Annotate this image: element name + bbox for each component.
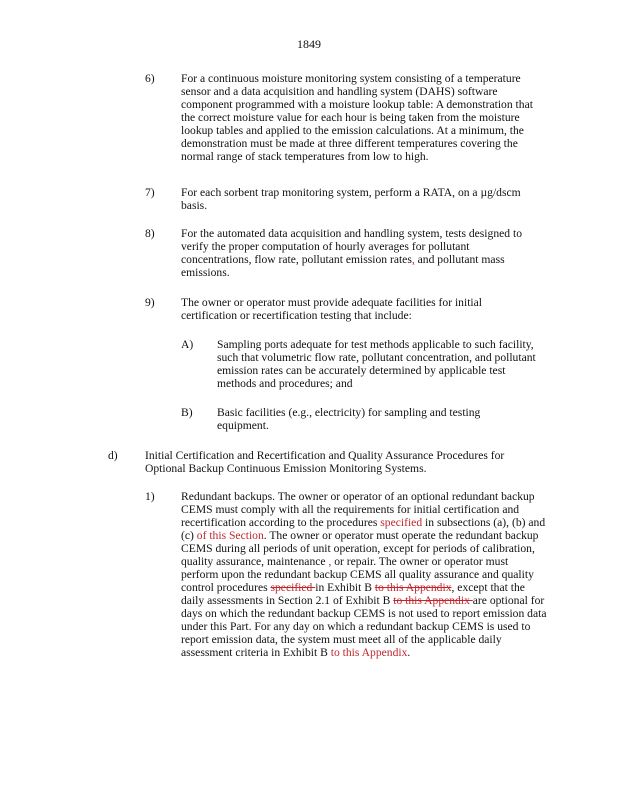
deleted-text: to this Appendix	[374, 581, 452, 594]
text-segment: .	[407, 646, 411, 659]
section-heading: Initial Certification and Recertification and Quality Assurance Procedures for Optional Backup Continuous Emission Monitoring Systems.	[145, 449, 505, 475]
item-label: 7)	[145, 186, 155, 199]
item-label: A)	[181, 338, 194, 351]
revision-mark: ,	[411, 253, 415, 266]
item-text	[181, 227, 541, 279]
text-segment: or repair. The owner or operator must perform upon the redundant backup CEMS all quality assurance and quality control procedures	[181, 555, 534, 594]
item-label: 1)	[145, 490, 155, 503]
deleted-text: to this Appendix	[393, 594, 473, 607]
text-segment: . The owner or operator must operate the redundant backup CEMS during all periods of unit operation, except for periods of calibration, quality assurance, maintenance	[181, 529, 539, 568]
text-segment: in subsections (a), (b) and (c)	[181, 516, 546, 542]
item-label: 8)	[145, 227, 155, 240]
item-text: Sampling ports adequate for test methods applicable to such facility, such that volumetric flow rate, pollutant concentration, and pollutant emission rates can be accurately determined by applicable test methods and procedures; and	[217, 338, 536, 390]
item-label: 6)	[145, 72, 155, 85]
text-segment: and pollutant mass emissions.	[181, 253, 505, 279]
text-segment: are optional for days on which the redundant backup CEMS is not used to report emission data under this Part. For any day on which a redundant backup CEMS is used to report emission data, the system must meet all of the applicable daily assessment criteria in Exhibit B	[181, 594, 547, 659]
item-text: For a continuous moisture monitoring system consisting of a temperature sensor and a data acquisition and handling system (DAHS) software component programmed with a moisture lookup table: A demonstration that the correct moisture value for each hour is being taken from the moisture lookup tables and applied to the emission calculations. At a minimum, the demonstration must be made at three different temperatures covering the normal range of stack temperatures from low to high.	[181, 72, 533, 163]
text-segment: , except that the daily assessments in Section 2.1 of Exhibit B	[181, 581, 525, 607]
text-segment: For the automated data acquisition and handling system, tests designed to verify the proper computation of hourly averages for pollutant concentrations, flow rate, pollutant emission rates	[181, 227, 522, 266]
item-label: 9)	[145, 296, 155, 309]
item-text: For each sorbent trap monitoring system, perform a RATA, on a µg/dscm basis.	[181, 186, 521, 212]
item-text: The owner or operator must provide adequate facilities for initial certification or recertification testing that include:	[181, 296, 483, 322]
inserted-text: specified	[380, 516, 423, 529]
deleted-text: specified	[270, 581, 316, 594]
inserted-text: to this Appendix	[330, 646, 408, 659]
inserted-text: of this Section	[196, 529, 264, 542]
item-text	[181, 490, 547, 659]
revision-mark: ,	[325, 555, 332, 568]
text-segment: in Exhibit B	[315, 581, 375, 594]
section-label: d)	[108, 449, 118, 462]
page-number: 1849	[297, 37, 321, 51]
text-segment: Redundant backups. The owner or operator of an optional redundant backup CEMS must comply with all the requirements for initial certification and recertification according to the procedures	[181, 490, 535, 529]
item-text: Basic facilities (e.g., electricity) for sampling and testing equipment.	[217, 406, 481, 432]
item-label: B)	[181, 406, 193, 419]
